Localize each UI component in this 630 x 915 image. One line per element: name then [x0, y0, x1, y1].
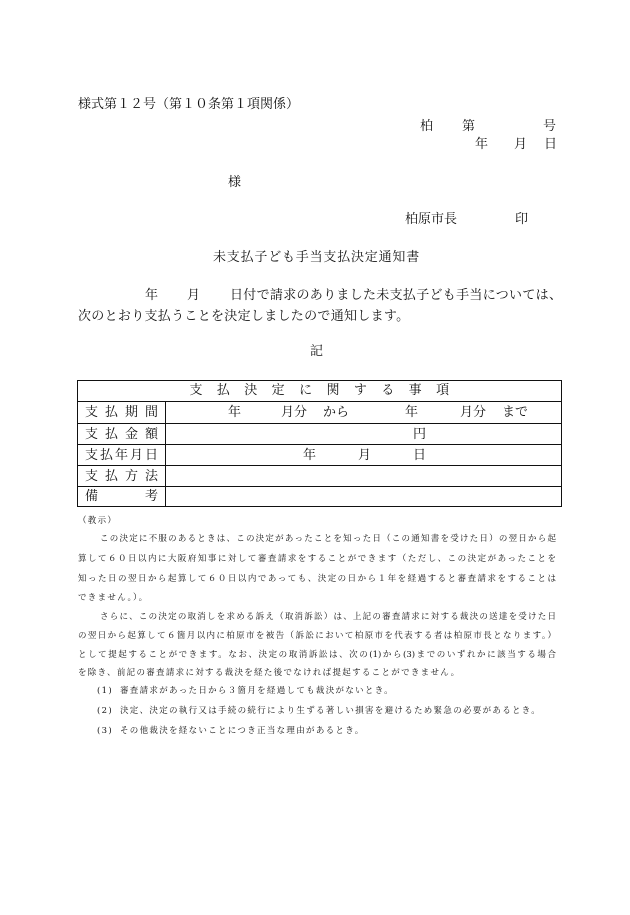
payment-month-label: 月: [358, 448, 372, 463]
seal-mark: 印: [515, 212, 529, 227]
decision-table: [77, 380, 562, 507]
form-number-label: 様式第１２号（第１０条第１項関係）: [78, 97, 300, 112]
item-text: 決定、決定の執行又は手続の続行により生ずる著しい損害を避けるため緊急の必要があるとき。: [120, 706, 542, 716]
document-title: 未支払子ども手当支払決定通知書: [213, 250, 421, 265]
table-row-amount: [78, 423, 561, 444]
sender-name: 柏原市長: [405, 212, 458, 227]
addressee-honorific: 様: [228, 175, 242, 190]
body-year-label: 年: [145, 288, 159, 303]
period-to-month-label: 月分: [460, 405, 487, 420]
row-value-amount: [166, 424, 561, 444]
amount-yen-unit: 円: [413, 427, 427, 442]
row-value-payment-date: [166, 445, 561, 465]
row-label-amount: 支払金額: [78, 424, 166, 444]
payment-day-label: 日: [413, 448, 427, 463]
doc-number-city: 柏: [420, 119, 434, 134]
row-label-method: 支払方法: [78, 466, 166, 486]
item-marker: (2): [97, 706, 113, 716]
row-label-payment-date: 支払年月日: [78, 445, 166, 465]
period-from-year-label: 年: [228, 405, 242, 420]
instruction-p1-line: 算して６０日以内に大阪府知事に対して審査請求をすることができます（ただし、この決定があったことを: [78, 554, 556, 564]
item-text: その他裁決を経ないことにつき正当な理由があるとき。: [120, 726, 365, 736]
table-header: 支払決定に関する事項: [189, 383, 464, 398]
date-year-label: 年: [475, 137, 489, 152]
table-row-payment-date: [78, 444, 561, 465]
payment-year-label: 年: [303, 448, 317, 463]
item-marker: (1): [97, 686, 113, 696]
period-from-month-label: 月分: [281, 405, 308, 420]
instruction-p2-line: の翌日から起算して６箇月以内に柏原市を被告（訴訟において柏原市を代表する者は柏原市長となります。）: [78, 631, 556, 641]
date-month-label: 月: [514, 137, 528, 152]
period-from-word: から: [323, 405, 350, 420]
item-marker: (3): [97, 726, 113, 736]
period-to-word: まで: [502, 405, 529, 420]
table-row-period: [78, 401, 561, 423]
body-line2-text: 次のとおり支払うことを決定しましたので通知します。: [78, 309, 410, 324]
row-value-method: [166, 466, 561, 486]
table-row-method: [78, 465, 561, 486]
body-month-label: 月: [187, 288, 201, 303]
ki-mark: 記: [310, 344, 324, 359]
body-line1-text: 日付で請求のありました未支払子ども手当については、: [230, 288, 563, 303]
date-day-label: 日: [544, 137, 558, 152]
instruction-p1-line: この決定に不服のあるときは、この決定があったことを知った日（この通知書を受けた日）の翌日から起: [100, 534, 556, 544]
row-label-period: 支払期間: [78, 402, 166, 423]
instruction-heading: （教示）: [78, 516, 118, 526]
instruction-p1-line: 知った日の翌日から起算して６０日以内であっても、決定の日から１年を経過すると審査請求をすることは: [78, 574, 556, 584]
row-value-period: [166, 402, 561, 423]
item-text: 審査請求があった日から３箇月を経過しても裁決がないとき。: [120, 686, 394, 696]
row-label-remarks: 備考: [78, 487, 166, 506]
table-header-row: [78, 381, 561, 401]
instruction-p1-line: できません。）。: [78, 593, 149, 603]
period-to-year-label: 年: [405, 405, 419, 420]
table-row-remarks: [78, 486, 561, 506]
instruction-p2-line: を除き、前記の審査請求に対する裁決を経た後でなければ提起することができません。: [78, 668, 461, 678]
doc-number-suffix: 号: [543, 119, 557, 134]
doc-number-prefix: 第: [462, 119, 476, 134]
row-value-remarks: [166, 487, 561, 506]
instruction-p2-line: さらに、この決定の取消しを求める訴え（取消訴訟）は、上記の審査請求に対する裁決の送達を受けた日: [100, 612, 556, 622]
instruction-p2-line: として提起することができます。なお、決定の取消訴訟は、次の(1)から(3)までのいずれかに該当する場合: [78, 650, 556, 660]
